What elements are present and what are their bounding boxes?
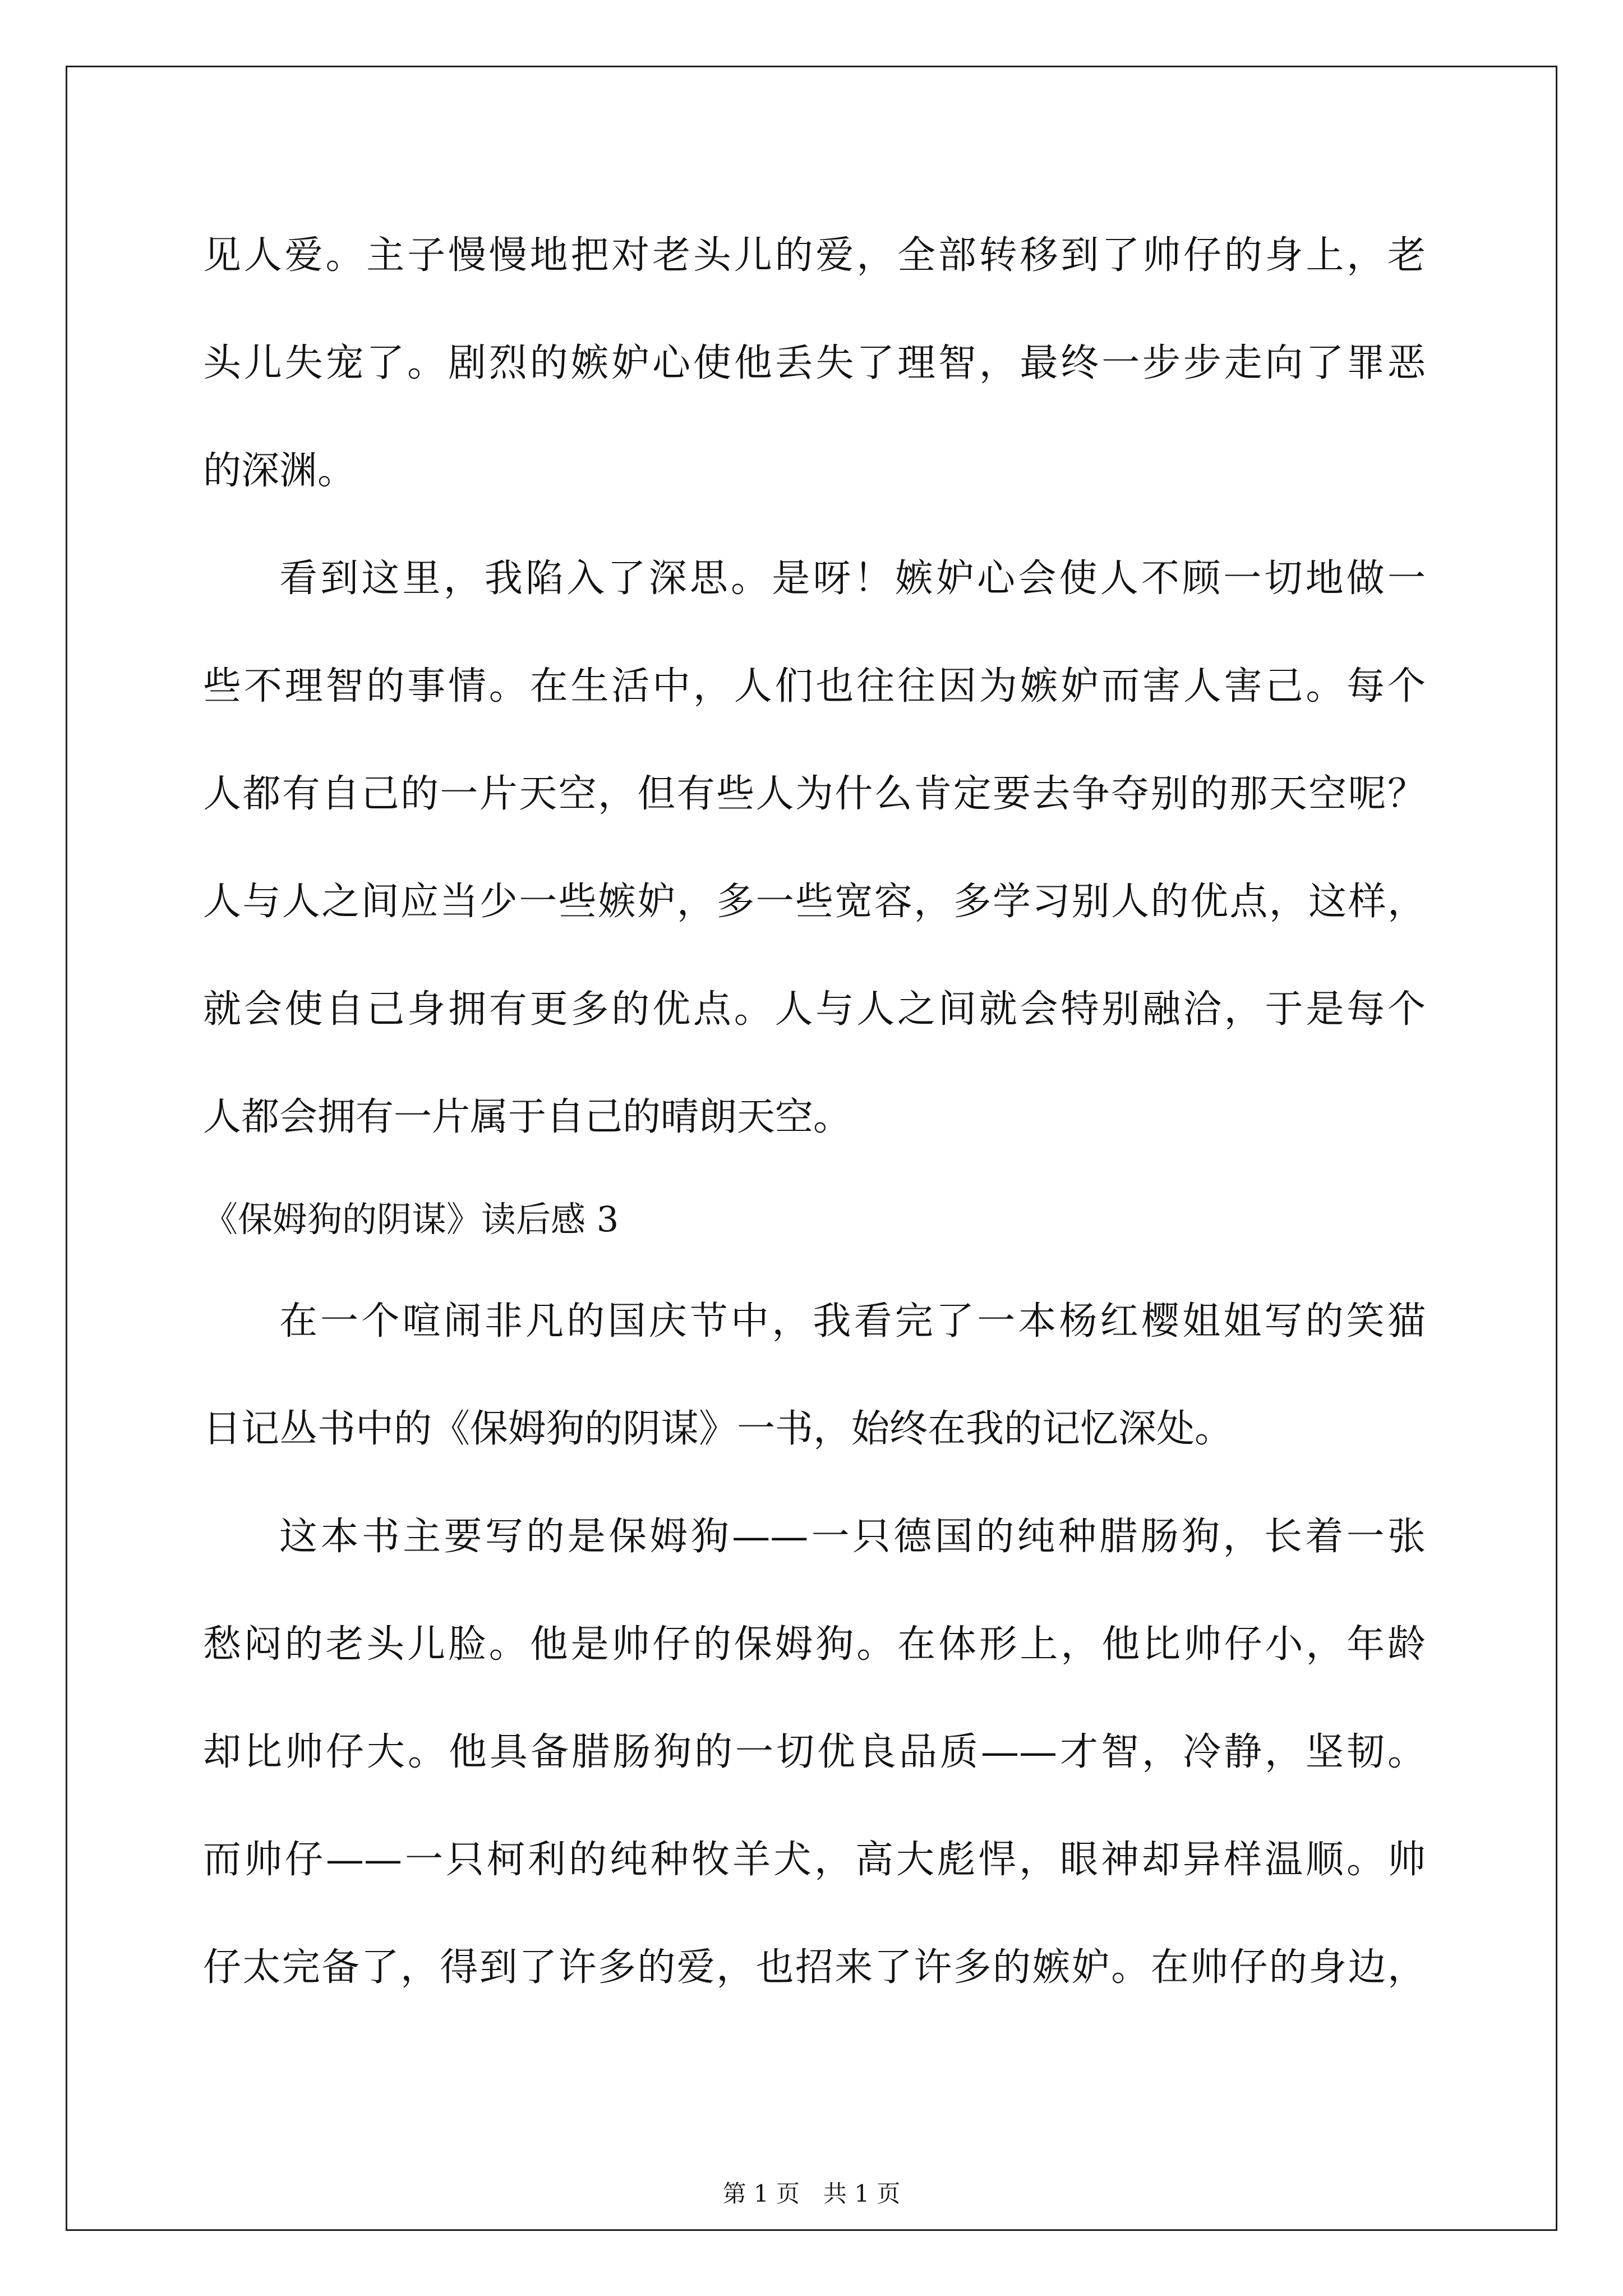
text-line: 就会使自己身拥有更多的优点。人与人之间就会特别融洽，于是每个	[203, 987, 1426, 1032]
text-line: 见人爱。主子慢慢地把对老头儿的爱，全部转移到了帅仔的身上，老	[203, 233, 1426, 278]
text-line: 日记丛书中的《保姆狗的阴谋》一书，始终在我的记忆深处。	[203, 1407, 1233, 1451]
text-line: 人都有自己的一片天空，但有些人为什么肯定要去争夺别的那天空呢？	[203, 772, 1426, 816]
section-heading: 《保姆狗的阴谋》读后感 3	[203, 1199, 619, 1240]
text-line: 人都会拥有一片属于自己的晴朗天空。	[203, 1095, 852, 1139]
text-line: 在一个喧闹非凡的国庆节中，我看完了一本杨红樱姐姐写的笑猫	[279, 1299, 1426, 1343]
document-body	[203, 202, 1426, 2022]
text-line: 的深渊。	[203, 449, 356, 493]
text-line: 仔太完备了，得到了许多的爱，也招来了许多的嫉妒。在帅仔的身边，	[203, 1945, 1426, 1990]
text-line: 而帅仔——一只柯利的纯种牧羊犬，高大彪悍，眼神却异样温顺。帅	[203, 1838, 1426, 1882]
text-line: 头儿失宠了。剧烈的嫉妒心使他丢失了理智，最终一步步走向了罪恶	[203, 341, 1426, 385]
text-line: 这本书主要写的是保姆狗——一只德国的纯种腊肠狗，长着一张	[279, 1515, 1426, 1559]
page-number-footer: 第 1 页 共 1 页	[722, 2180, 901, 2207]
text-line: 愁闷的老头儿脸。他是帅仔的保姆狗。在体形上，他比帅仔小，年龄	[203, 1622, 1426, 1667]
text-line: 却比帅仔大。他具备腊肠狗的一切优良品质——才智，冷静，坚韧。	[203, 1730, 1426, 1774]
text-line: 些不理智的事情。在生活中，人们也往往因为嫉妒而害人害己。每个	[203, 664, 1426, 708]
text-line: 人与人之间应当少一些嫉妒，多一些宽容，多学习别人的优点，这样，	[203, 880, 1426, 924]
text-line: 看到这里，我陷入了深思。是呀！嫉妒心会使人不顾一切地做一	[279, 556, 1426, 601]
